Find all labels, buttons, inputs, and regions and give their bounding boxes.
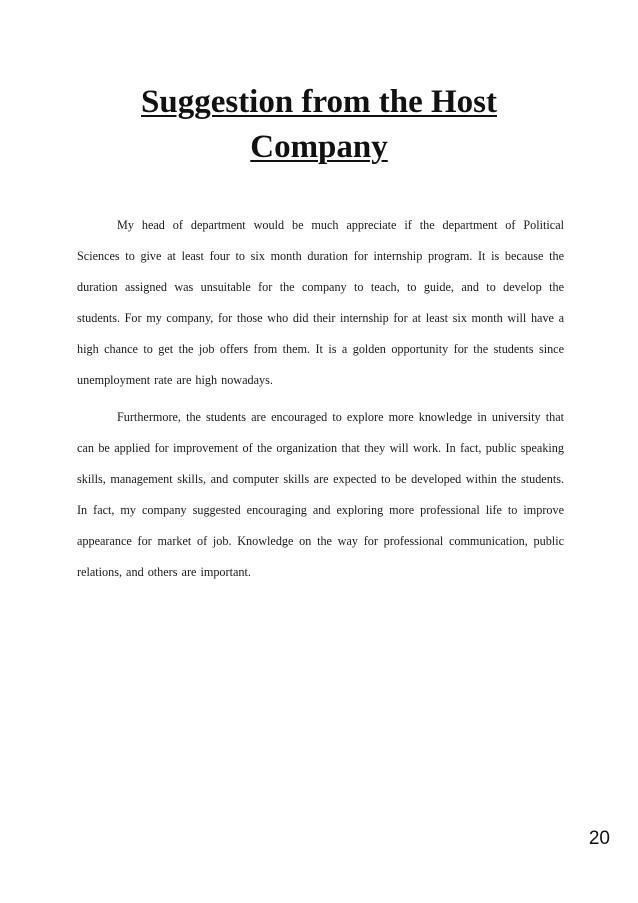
- page-number: 20: [588, 828, 610, 849]
- page-title-line-2: Company: [250, 129, 388, 165]
- paragraph-2: Furthermore, the students are encouraged to explore more knowledge in university that can be applied for improvement of the organization that they will work. In fact, public speaking skills, management skills, and computer skills are expected to be developed within the students. In fact, my company suggested encouraging and exploring more professional life to improve appearance for market of job. Knowledge on the way for professional communication, public relations, and others are important.: [77, 410, 564, 579]
- paragraph-1-container: [77, 210, 564, 396]
- page-title-line-1: Suggestion from the Host: [141, 84, 497, 120]
- paragraph-2-container: [77, 402, 564, 588]
- paragraph-1: My head of department would be much appreciate if the department of Political Sciences to give at least four to six month duration for internship program. It is because the duration assigned was unsuitable for the company to teach, to guide, and to develop the students. For my company, for those who did their internship for at least six month will have a high chance to get the job offers from them. It is a golden opportunity for the students since unemployment rate are high nowadays.: [77, 218, 564, 387]
